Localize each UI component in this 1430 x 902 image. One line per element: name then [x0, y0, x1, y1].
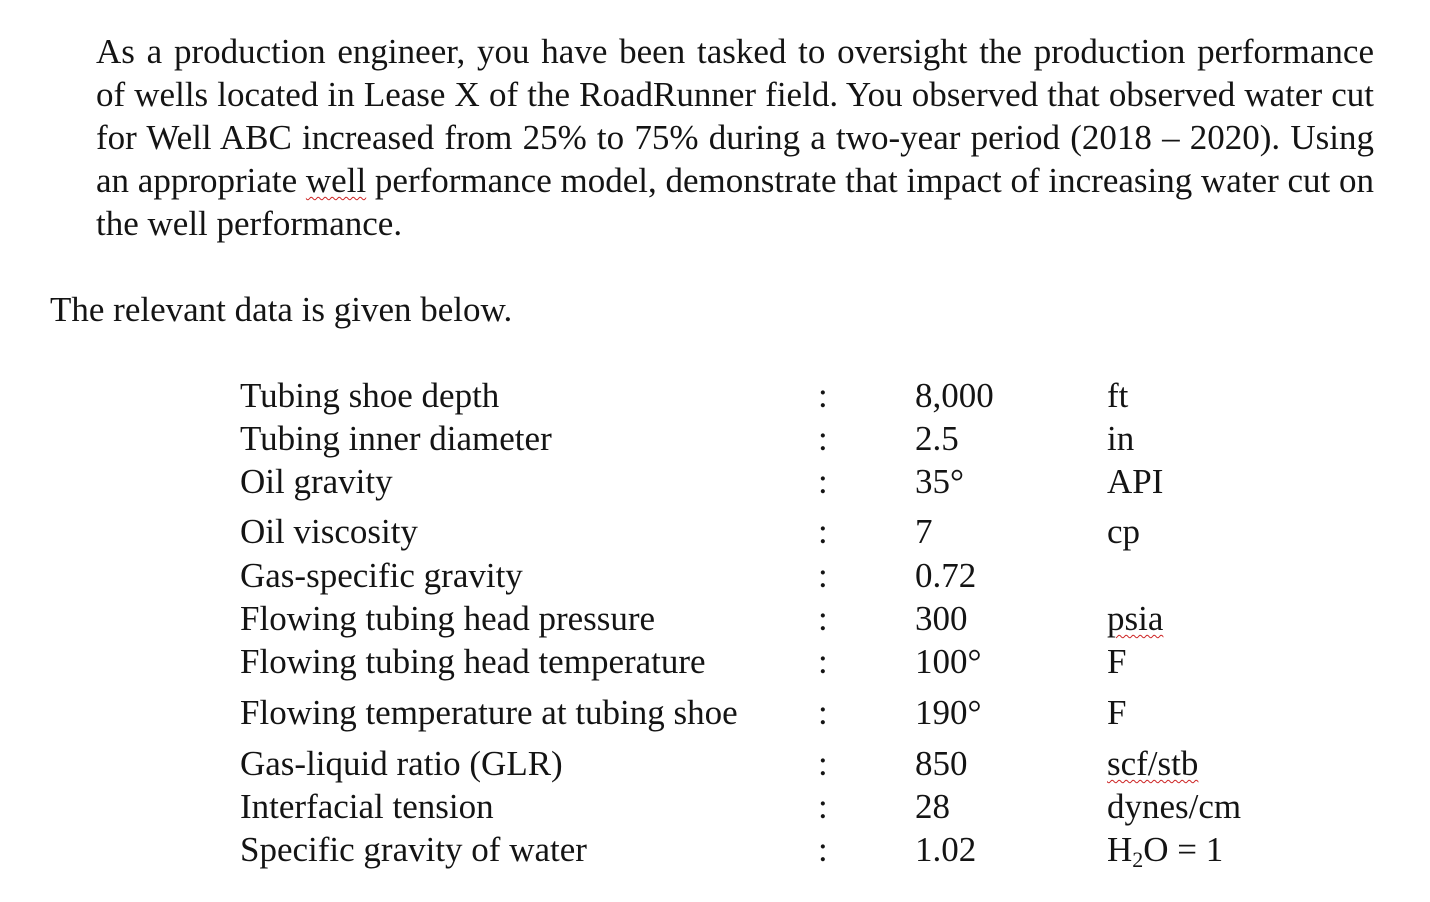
data-row-gas-specific-gravity	[240, 554, 1340, 598]
data-row-tubing-inner-diameter	[240, 417, 1340, 461]
problem-line-3: observed water cut for Well ABC increased from 25% to 75% during a two-year	[96, 75, 1374, 157]
data-row-gas-liquid-ratio	[240, 742, 1340, 786]
row-value: 2.5	[915, 419, 959, 458]
data-row-flowing-tubing-head-pressure	[240, 597, 1340, 641]
unit-h: H	[1107, 830, 1133, 869]
data-row-interfacial-tension	[240, 785, 1340, 829]
row-unit: psia	[1107, 599, 1164, 638]
row-unit: F	[1107, 693, 1127, 732]
row-unit: dynes/cm	[1107, 787, 1242, 826]
row-label: Flowing tubing head temperature	[240, 642, 706, 681]
row-label: Oil viscosity	[240, 512, 418, 551]
row-label: Flowing temperature at tubing shoe	[240, 693, 738, 732]
row-separator: :	[818, 462, 828, 501]
unit-rest: O = 1	[1143, 830, 1224, 869]
row-separator: :	[818, 642, 828, 681]
row-label: Specific gravity of water	[240, 830, 587, 869]
row-separator: :	[818, 419, 828, 458]
row-value: 0.72	[915, 556, 977, 595]
row-value: 8,000	[915, 376, 994, 415]
problem-line-1: As a production engineer, you have been tasked to oversight the production	[96, 32, 1186, 71]
row-separator: :	[818, 693, 828, 732]
problem-line-4-end: performance model, demonstrate	[366, 161, 837, 200]
spellcheck-flagged-word: well	[305, 161, 367, 200]
row-label: Oil gravity	[240, 462, 393, 501]
row-unit	[1107, 828, 1223, 872]
data-row-specific-gravity-of-water	[240, 828, 1340, 872]
row-separator: :	[818, 787, 828, 826]
row-label: Tubing inner diameter	[240, 419, 552, 458]
row-separator: :	[818, 376, 828, 415]
row-value: 190°	[915, 693, 982, 732]
row-label: Interfacial tension	[240, 787, 494, 826]
row-value: 100°	[915, 642, 982, 681]
row-unit: cp	[1107, 512, 1141, 551]
data-intro: The relevant data is given below.	[50, 290, 513, 329]
problem-statement	[96, 30, 1374, 245]
row-label: Gas-specific gravity	[240, 556, 523, 595]
data-row-oil-viscosity	[240, 510, 1340, 554]
row-label: Gas-liquid ratio (GLR)	[240, 744, 563, 783]
row-value: 1.02	[915, 830, 977, 869]
row-separator: :	[818, 744, 828, 783]
row-unit: scf/stb	[1107, 744, 1199, 783]
row-value: 300	[915, 599, 968, 638]
data-row-flowing-tubing-head-temperature	[240, 640, 1340, 684]
row-value: 7	[915, 512, 933, 551]
row-unit: F	[1107, 642, 1127, 681]
problem-line-4-start: period (2018 – 2020). Using an appropriate	[96, 118, 1374, 200]
row-label: Tubing shoe depth	[240, 376, 500, 415]
data-row-oil-gravity	[240, 460, 1340, 504]
row-value: 35°	[915, 462, 964, 501]
problem-line-5: that impact of increasing water cut on the well performance.	[96, 161, 1374, 243]
row-separator: :	[818, 556, 828, 595]
row-unit: ft	[1107, 376, 1129, 415]
row-separator: :	[818, 830, 828, 869]
problem-line-2: performance of wells located in Lease X of the RoadRunner field. You observed that	[96, 32, 1374, 114]
unit-subscript: 2	[1132, 847, 1144, 872]
row-unit: API	[1107, 462, 1164, 501]
row-label: Flowing tubing head pressure	[240, 599, 656, 638]
row-unit: in	[1107, 419, 1135, 458]
row-separator: :	[818, 599, 828, 638]
row-value: 28	[915, 787, 950, 826]
data-row-flowing-temperature-at-tubing-shoe	[240, 691, 1340, 735]
row-value: 850	[915, 744, 968, 783]
data-row-tubing-shoe-depth	[240, 374, 1340, 418]
row-separator: :	[818, 512, 828, 551]
